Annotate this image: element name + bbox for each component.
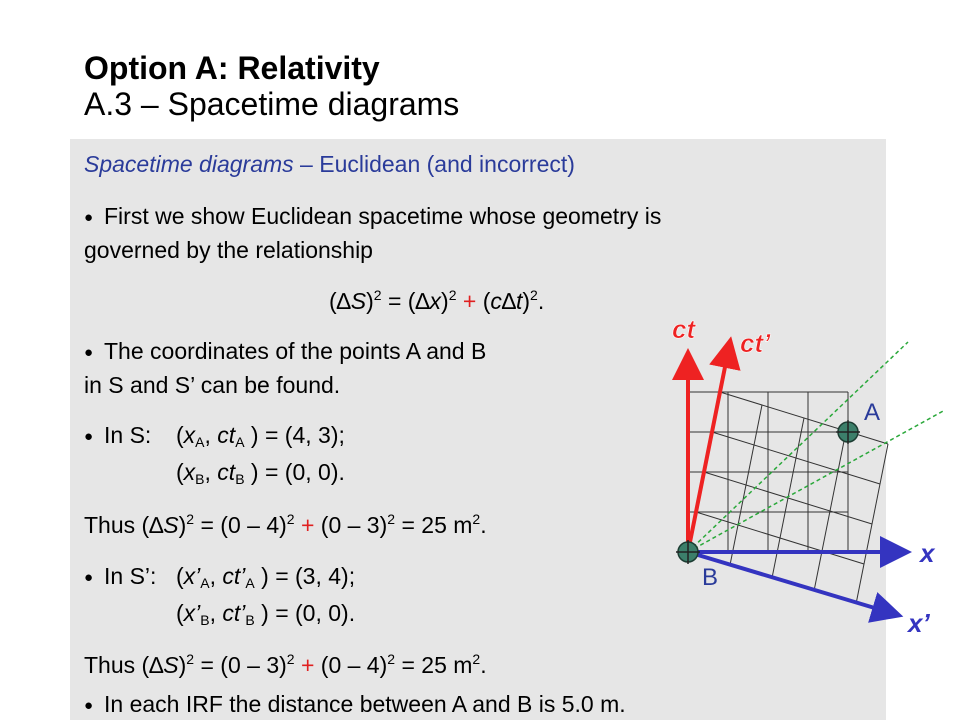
ct-axis-label: ct: [672, 314, 696, 344]
coord-value: ) = (4, 3);: [244, 422, 345, 448]
text-fragment: = 25 m: [395, 652, 473, 678]
coord-value: ) = (0, 0).: [254, 600, 356, 626]
text-fragment: .: [480, 512, 487, 538]
bullet-euclidean-cont: governed by the relationship: [84, 237, 373, 263]
x-prime-axis-label: x’: [908, 608, 930, 638]
text-fragment: = (0 – 3): [194, 652, 287, 678]
frame-label: In S:: [104, 422, 152, 448]
title-line-1: Option A: Relativity: [84, 50, 380, 86]
ct-prime-axis: [688, 352, 728, 552]
subtitle-italic: Spacetime diagrams: [84, 151, 294, 177]
bullet-icon: ●: [84, 209, 94, 226]
title-line-2: A.3 – Spacetime diagrams: [84, 86, 460, 122]
interval-equation: $(\Delta S)^2 = (\Delta x)^2 + (c\Delta t)^2$.: [329, 287, 545, 314]
bullet-icon: ●: [84, 697, 94, 714]
point-b-label: B: [702, 564, 719, 591]
light-cone-lines: [688, 342, 945, 552]
point-a-in-s-prime: ($x’_A$, $ct’_A$ ) = (3, 4);: [176, 563, 356, 591]
text-fragment: .: [480, 652, 487, 678]
ct-prime-axis-label: ct’: [740, 328, 771, 358]
point-a-in-s: ($x_A$, $ct_A$ ) = (4, 3);: [176, 422, 345, 450]
coord-value: ) = (0, 0).: [244, 459, 345, 485]
text-fragment: (0 – 3): [314, 512, 388, 538]
bullet-icon: ●: [84, 428, 94, 445]
subtitle-rest: – Euclidean (and incorrect): [293, 151, 575, 177]
s-frame-grid: [688, 392, 848, 552]
text-fragment: Thus (: [84, 652, 150, 678]
frame-label: In S’:: [104, 563, 157, 589]
text-fragment: Thus (: [84, 512, 150, 538]
coord-value: ) = (3, 4);: [254, 563, 356, 589]
point-b: [676, 540, 700, 564]
bullet-text: In each IRF the distance between A and B is 5.0 m.: [104, 691, 626, 717]
x-axis-label: x: [920, 538, 935, 568]
text-fragment: = 25 m: [395, 512, 473, 538]
interval-result-s: Thus $(\Delta S)^2 = (0 - 4)^2 + (0 - 3)^2 = 25$ $m^2$.: [84, 511, 487, 538]
bullet-text: First we show Euclidean spacetime whose geometry is: [104, 203, 662, 229]
bullet-icon: ●: [84, 569, 94, 586]
interval-result-s-prime: Thus $(\Delta S)^2 = (0 - 3)^2 + (0 - 4)^2 = 25$ $m^2$.: [84, 651, 487, 678]
bullet-icon: ●: [84, 344, 94, 361]
bullet-text: The coordinates of the points A and B: [104, 338, 487, 364]
point-a-label: A: [864, 399, 881, 426]
point-a: [836, 420, 860, 444]
point-b-in-s: ($x_B$, $ct_B$ ) = (0, 0).: [176, 459, 345, 487]
text-fragment: (0 – 4): [314, 652, 388, 678]
text-fragment: = (0 – 4): [194, 512, 287, 538]
bullet-coordinates-cont: in S and S’ can be found.: [84, 372, 341, 398]
point-b-in-s-prime: ($x’_B$, $ct’_B$ ) = (0, 0).: [176, 600, 356, 628]
